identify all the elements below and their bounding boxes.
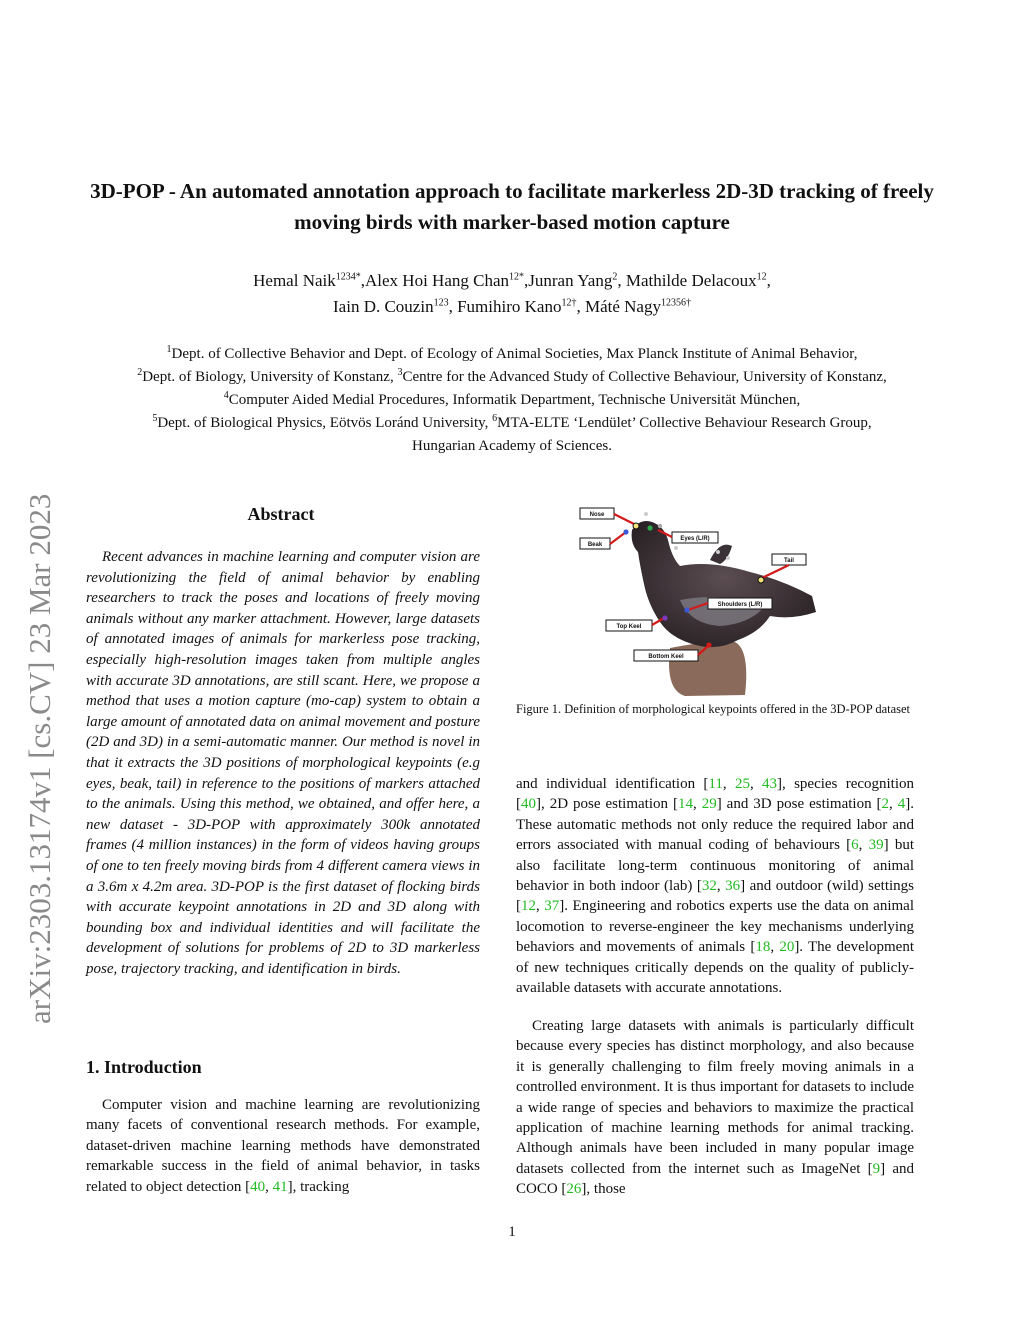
superscript-mark: 12* — [509, 271, 525, 283]
body-text: and individual identification [ — [516, 776, 709, 792]
affiliation-text: MTA-ELTE ‘Lendület’ Collective Behaviour Research Group, — [497, 415, 872, 431]
body-text: ]. The development of new techniques critically depends on the quality of publicly-available datasets with accurate annotations. — [516, 939, 915, 997]
citation-link[interactable]: 2 — [881, 796, 890, 813]
citation-link[interactable]: 39 — [868, 837, 884, 854]
body-text: ]. Engineering and robotics experts use the data on animal locomotion to reverse-engineer the key mechanisms underlying behaviors and movements of animals [ — [516, 898, 914, 956]
citation-link[interactable]: 6 — [851, 837, 859, 854]
affiliation-text: Dept. of Biological Physics, Eötvös Loránd University, — [157, 415, 493, 431]
citation-link[interactable]: 36 — [725, 878, 741, 895]
body-text: , — [692, 796, 702, 813]
paper-title: 3D-POP - An automated annotation approach to facilitate markerless 2D-3D tracking of freely moving birds with marker-based motion capture — [90, 179, 934, 234]
affiliation-line — [60, 435, 964, 458]
superscript-mark: 12356† — [660, 297, 691, 309]
citation-link[interactable]: 37 — [544, 898, 560, 915]
body-text: ] and outdoor (wild) settings [ — [516, 878, 914, 915]
superscript-mark: 3 — [397, 367, 403, 378]
affiliation-text: Computer Aided Medial Procedures, Informatik Department, Technische Universität München, — [228, 392, 801, 408]
citation-link[interactable]: 41 — [272, 1178, 288, 1195]
author-name: , Fumihiro Kano — [448, 297, 562, 316]
affiliation-line — [60, 366, 964, 389]
body-text: ], those — [581, 1181, 626, 1198]
intro-paragraph — [86, 1095, 480, 1197]
citation-link[interactable]: 12 — [521, 898, 536, 915]
figure-caption: Figure 1. Definition of morphological keypoints offered in the 3D-POP dataset — [516, 702, 911, 716]
body-text: , — [265, 1178, 273, 1195]
superscript-mark: 123 — [433, 297, 449, 309]
affiliation-text: Hungarian Academy of Sciences. — [412, 438, 612, 454]
pigeon-illustration — [632, 521, 816, 647]
affiliation-line — [60, 389, 964, 412]
figure-keypoints — [560, 500, 930, 700]
author-name: Hemal Naik — [253, 271, 336, 290]
label-shoulders: Shoulders (L/R) — [717, 602, 763, 608]
affiliation-line — [60, 412, 964, 435]
label-beak: Beak — [587, 542, 603, 548]
body-text: ], 2D pose estimation [ — [536, 796, 678, 813]
author-list — [60, 268, 964, 320]
body-text: Computer vision and machine learning are revolutionizing many facets of conventional research methods. For example, dataset-driven machine learning methods have demonstrated remarkable success in the field of animal behavior, in tasks related to object detection [ — [86, 1097, 480, 1195]
citation-link[interactable]: 4 — [897, 796, 906, 813]
affiliations — [60, 343, 964, 458]
superscript-mark: 12 — [756, 271, 767, 283]
superscript-mark: 4 — [223, 390, 229, 401]
label-tail: Tail — [784, 558, 794, 564]
citation-link[interactable]: 40 — [250, 1178, 266, 1195]
body-text: , — [770, 939, 780, 956]
citation-link[interactable]: 26 — [566, 1181, 582, 1198]
author-name: , Mathilde Delacoux — [617, 271, 757, 290]
citation-link[interactable]: 40 — [521, 796, 536, 813]
affiliation-text: Dept. of Collective Behavior and Dept. of Ecology of Animal Societies, Max Planck Institute of Animal Behavior, — [171, 346, 858, 362]
label-eyes: Eyes (L/R) — [680, 536, 710, 542]
body-text: ], species recognition [ — [516, 776, 915, 813]
authors-line-2 — [60, 294, 964, 320]
superscript-mark: 2 — [612, 271, 618, 283]
citation-link[interactable]: 18 — [755, 939, 771, 956]
body-text: , — [858, 837, 869, 854]
citation-link[interactable]: 43 — [762, 776, 778, 792]
page-number: 1 — [508, 1224, 516, 1240]
body-text: ], tracking — [287, 1178, 350, 1195]
affiliation-text: Centre for the Advanced Study of Collective Behaviour, University of Konstanz, — [402, 369, 887, 385]
body-text: , — [889, 796, 898, 813]
citation-link[interactable]: 20 — [779, 939, 795, 956]
affiliation-text: Dept. of Biology, University of Konstanz, — [142, 369, 398, 385]
body-text: ] but also facilitate long-term continuous monitoring of animal behavior in both indoor (lab) [ — [516, 837, 915, 895]
intro-paragraph-col2 — [516, 774, 914, 998]
citation-link[interactable]: 11 — [708, 776, 723, 792]
superscript-mark: 1 — [166, 344, 172, 355]
abstract-text: Recent advances in machine learning and computer vision are revolutionizing the field of animal behavior by enabling researchers to track the poses and locations of freely moving animals without any marker attachment. However, large datasets of annotated images of animals for markerless pose tracking, especially high-resolution images taken from multiple angles with accurate 3D annotations, are still scant. Here, we propose a method that uses a motion capture (mo-cap) system to obtain a large amount of annotated data on animal movement and posture (2D and 3D) in a semi-automatic manner. Our method is novel in that it extracts the 3D positions of morphological keypoints (e.g eyes, beak, tail) in reference to the positions of markers attached to the animals. Using this method, we obtained, and offer here, a new dataset - 3D-POP with approximately 300k annotated frames (4 million instances) in the form of videos having groups of one to ten freely moving birds from 4 different camera views in a 3.6m x 4.2m area. 3D-POP is the first dataset of flocking birds with accurate keypoint annotations in 2D and 3D along with bounding box and individual identities and will facilitate the development of solutions for problems of 2D to 3D markerless pose, trajectory tracking, and identification in birds. — [86, 549, 480, 977]
body-text: ] and COCO [ — [516, 1160, 914, 1198]
affiliation-line — [60, 343, 964, 366]
label-top-keel: Top Keel — [616, 624, 642, 630]
superscript-mark: 12† — [561, 297, 577, 309]
citation-link[interactable]: 14 — [677, 796, 693, 813]
author-name: , Máté Nagy — [576, 297, 661, 316]
label-bottom-keel: Bottom Keel — [648, 654, 684, 660]
citation-link[interactable]: 25 — [734, 776, 750, 792]
intro-paragraph-col2-2 — [516, 1016, 914, 1200]
body-text: , — [749, 776, 763, 792]
author-name: Iain D. Couzin — [333, 297, 434, 316]
body-text: ] and 3D pose estimation [ — [716, 796, 882, 813]
superscript-mark: 6 — [492, 413, 498, 424]
author-name: ,Junran Yang — [524, 271, 613, 290]
arxiv-side-stamp: arXiv:2303.13174v1 [cs.CV] 23 Mar 2023 — [22, 493, 57, 1024]
section-heading-introduction: 1. Introduction — [86, 1057, 202, 1077]
author-name: , — [766, 271, 771, 290]
abstract-heading: Abstract — [247, 504, 315, 524]
body-text: ]. These automatic methods not only reduce the required labor and errors associated with manual coding of behaviours [ — [516, 796, 915, 854]
raised-wing — [710, 545, 732, 564]
superscript-mark: 5 — [152, 413, 158, 424]
authors-line-1 — [60, 268, 964, 294]
citation-link[interactable]: 32 — [701, 878, 717, 895]
body-text: , — [722, 776, 735, 792]
superscript-mark: 1234* — [335, 271, 361, 283]
label-nose: Nose — [589, 512, 605, 518]
citation-link[interactable]: 9 — [872, 1160, 881, 1177]
author-name: ,Alex Hoi Hang Chan — [360, 271, 510, 290]
body-text: , — [716, 878, 726, 895]
citation-link[interactable]: 29 — [701, 796, 717, 813]
body-text: Creating large datasets with animals is particularly difficult because every species has distinct morphology, and also because it is generally challenging to film freely moving animals in a controlled environment. It is thus important for datasets to include a wide range of species and behaviors to maximize the practical application of machine learning methods for animal tracking. Although animals have been included in many popular image datasets collected from the internet such as ImageNet [ — [516, 1018, 914, 1177]
body-text: , — [536, 898, 545, 915]
superscript-mark: 2 — [137, 367, 143, 378]
